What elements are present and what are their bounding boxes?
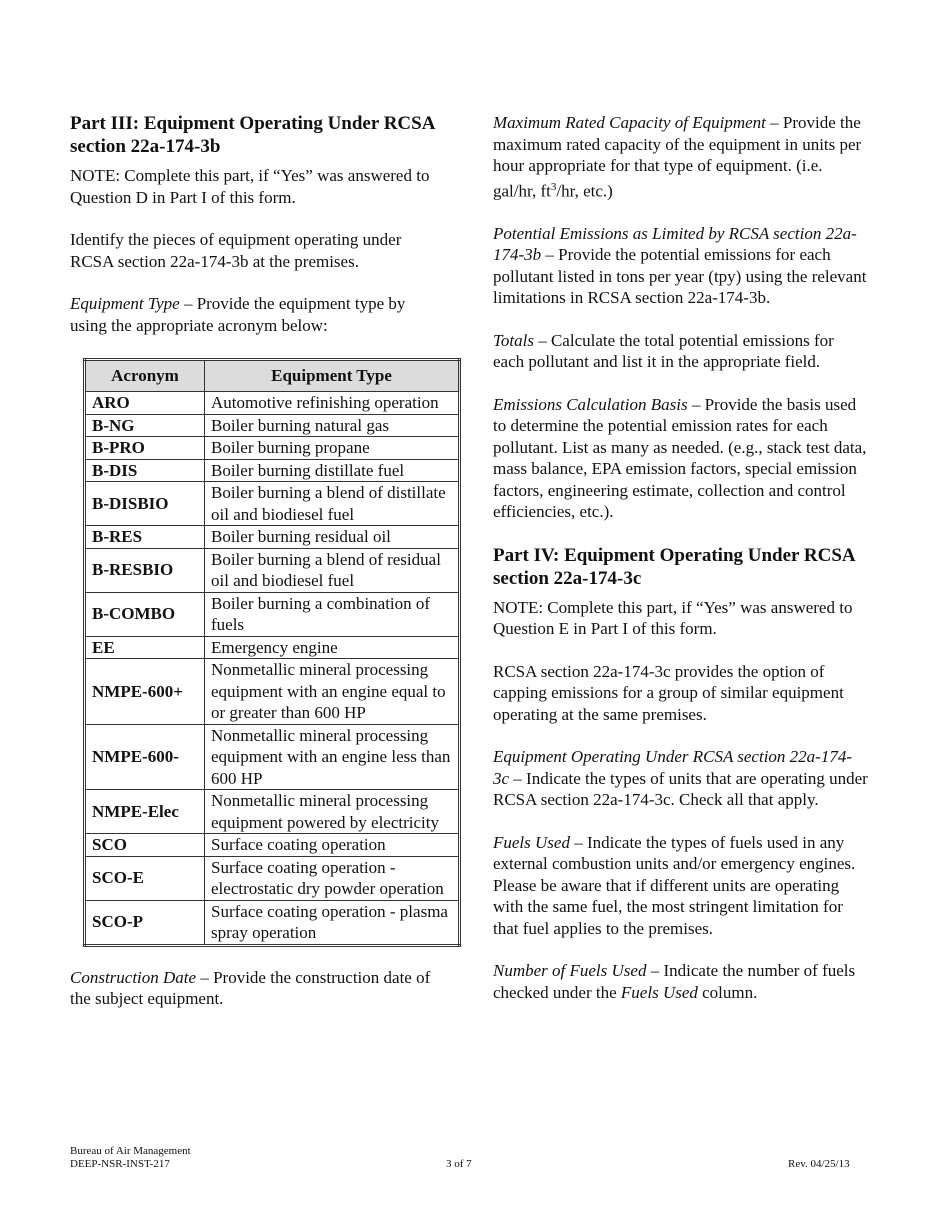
part-iii-note: NOTE: Complete this part, if “Yes” was answered to Question D in Part I of this form. [70,166,430,207]
table-row [85,459,460,482]
equipment-operating-term: Equipment Operating Under RCSA section 22a-174-3c [493,747,853,788]
part-iv-option: RCSA section 22a-174-3c provides the option of capping emissions for a group of similar equipment operating at the same premises. [493,661,844,724]
right-column [493,112,868,1024]
fuels-used-reference: Fuels Used [620,982,698,1002]
table-row [85,526,460,549]
table-row [85,900,460,945]
acronym-cell: B-RESBIO [85,548,205,592]
footer-bureau: Bureau of Air Management [70,1145,191,1157]
equipment-type-cell: Emergency engine [205,636,460,659]
footer-revision: Rev. 04/25/13 [788,1158,850,1170]
table-row [85,636,460,659]
acronym-cell: ARO [85,392,205,415]
acronym-cell: B-DIS [85,459,205,482]
equipment-type-cell: Boiler burning a blend of residual oil and biodiesel fuel [205,548,460,592]
equipment-type-cell: Nonmetallic mineral processing equipment powered by electricity [205,790,460,834]
table-row [85,437,460,460]
footer-page-number: 3 of 7 [446,1158,472,1170]
table-row [85,592,460,636]
equipment-type-cell: Boiler burning a combination of fuels [205,592,460,636]
table-row [85,834,460,857]
construction-date-term: Construction Date [70,967,197,987]
acronym-cell: NMPE-Elec [85,790,205,834]
number-of-fuels-text: – Indicate the number of fuels checked under the [493,961,856,1002]
number-of-fuels-text-end: column. [697,982,758,1002]
part-iii-identify: Identify the pieces of equipment operating under RCSA section 22a-174-3b at the premises. [70,230,402,271]
acronym-cell: NMPE-600- [85,724,205,790]
calc-basis-text: – Provide the basis used to determine the potential emission rates for each pollutant. List as many as needed. (e.g., stack test data, mass balance, EPA emission factors, special emission factors, engineering estimate, collection and control efficiencies, etc.). [493,394,867,522]
equipment-operating-paragraph [493,746,868,811]
equipment-type-cell: Boiler burning residual oil [205,526,460,549]
totals-paragraph [493,330,868,373]
potential-emissions-term: Potential Emissions as Limited by RCSA section 22a-174-3b [493,223,857,265]
number-of-fuels-paragraph [493,960,868,1003]
acronym-cell: B-COMBO [85,592,205,636]
acronym-table [83,358,461,947]
max-capacity-text: – Provide the maximum rated capacity of the equipment in units per hour appropriate for that type of equipment. (i.e. gal/hr, ft [493,113,862,201]
part-iv-heading: Part IV: Equipment Operating Under RCSA section 22a-174-3c [493,544,855,589]
fuels-used-text: – Indicate the types of fuels used in any external combustion units and/or emergency engines. Please be aware that if different units are operating with the same fuel, the most stringent limitation for that fuel applies to the premises. [493,832,856,938]
equipment-type-text: – Provide the equipment type by using the appropriate acronym below: [70,294,406,335]
max-capacity-term: Maximum Rated Capacity of Equipment [493,113,766,132]
table-row [85,548,460,592]
table-row [85,856,460,900]
part-iii-heading: Part III: Equipment Operating Under RCSA section 22a-174-3b [70,113,435,157]
equipment-type-cell: Nonmetallic mineral processing equipment with an engine less than 600 HP [205,724,460,790]
acronym-cell: B-RES [85,526,205,549]
acronym-cell: SCO [85,834,205,857]
part-iv-note: NOTE: Complete this part, if “Yes” was answered to Question E in Part I of this form. [493,597,853,639]
acronym-cell: EE [85,636,205,659]
equipment-type-paragraph [70,293,440,336]
max-capacity-text-end: /hr, etc.) [556,181,613,201]
acronym-header: Acronym [85,360,205,392]
table-row [85,724,460,790]
acronym-cell: B-DISBIO [85,482,205,526]
number-of-fuels-term: Number of Fuels Used [493,961,647,981]
fuels-used-term: Fuels Used [493,832,570,852]
table-row [85,790,460,834]
construction-date-paragraph [70,967,440,1010]
table-row [85,392,460,415]
left-column [70,112,451,1031]
totals-term: Totals [493,330,534,350]
acronym-cell: B-NG [85,414,205,437]
equipment-type-cell: Surface coating operation - electrostatic dry powder operation [205,856,460,900]
equipment-type-cell: Boiler burning propane [205,437,460,460]
equipment-type-cell: Nonmetallic mineral processing equipment with an engine equal to or greater than 600 HP [205,659,460,725]
equipment-type-cell: Boiler burning natural gas [205,414,460,437]
equipment-operating-text: – Indicate the types of units that are operating under RCSA section 22a-174-3c. Check all that apply. [493,768,868,810]
equipment-type-cell: Surface coating operation - plasma spray operation [205,900,460,945]
table-row [85,414,460,437]
acronym-cell: SCO-P [85,900,205,945]
equipment-type-cell: Surface coating operation [205,834,460,857]
footer-doc-id: DEEP-NSR-INST-217 [70,1158,170,1170]
equipment-type-cell: Automotive refinishing operation [205,392,460,415]
fuels-used-paragraph [493,832,868,940]
max-capacity-superscript: 3 [550,180,557,193]
equipment-type-header: Equipment Type [205,360,460,392]
table-row [85,659,460,725]
totals-text: – Calculate the total potential emissions for each pollutant and list it in the appropriate field. [493,330,834,372]
potential-emissions-text: – Provide the potential emissions for each pollutant listed in tons per year (tpy) using the relevant limitations in RCSA section 22a-174-3b. [493,245,867,308]
equipment-type-term: Equipment Type [70,294,180,313]
construction-date-text: – Provide the construction date of the subject equipment. [70,967,431,1008]
acronym-cell: NMPE-600+ [85,659,205,725]
calc-basis-term: Emissions Calculation Basis [493,394,688,414]
potential-emissions-paragraph [493,223,868,309]
acronym-cell: B-PRO [85,437,205,460]
equipment-type-cell: Boiler burning a blend of distillate oil and biodiesel fuel [205,482,460,526]
equipment-type-cell: Boiler burning distillate fuel [205,459,460,482]
acronym-cell: SCO-E [85,856,205,900]
footer-left [70,1145,191,1171]
max-capacity-paragraph [493,112,868,202]
calc-basis-paragraph [493,394,868,523]
table-row [85,482,460,526]
